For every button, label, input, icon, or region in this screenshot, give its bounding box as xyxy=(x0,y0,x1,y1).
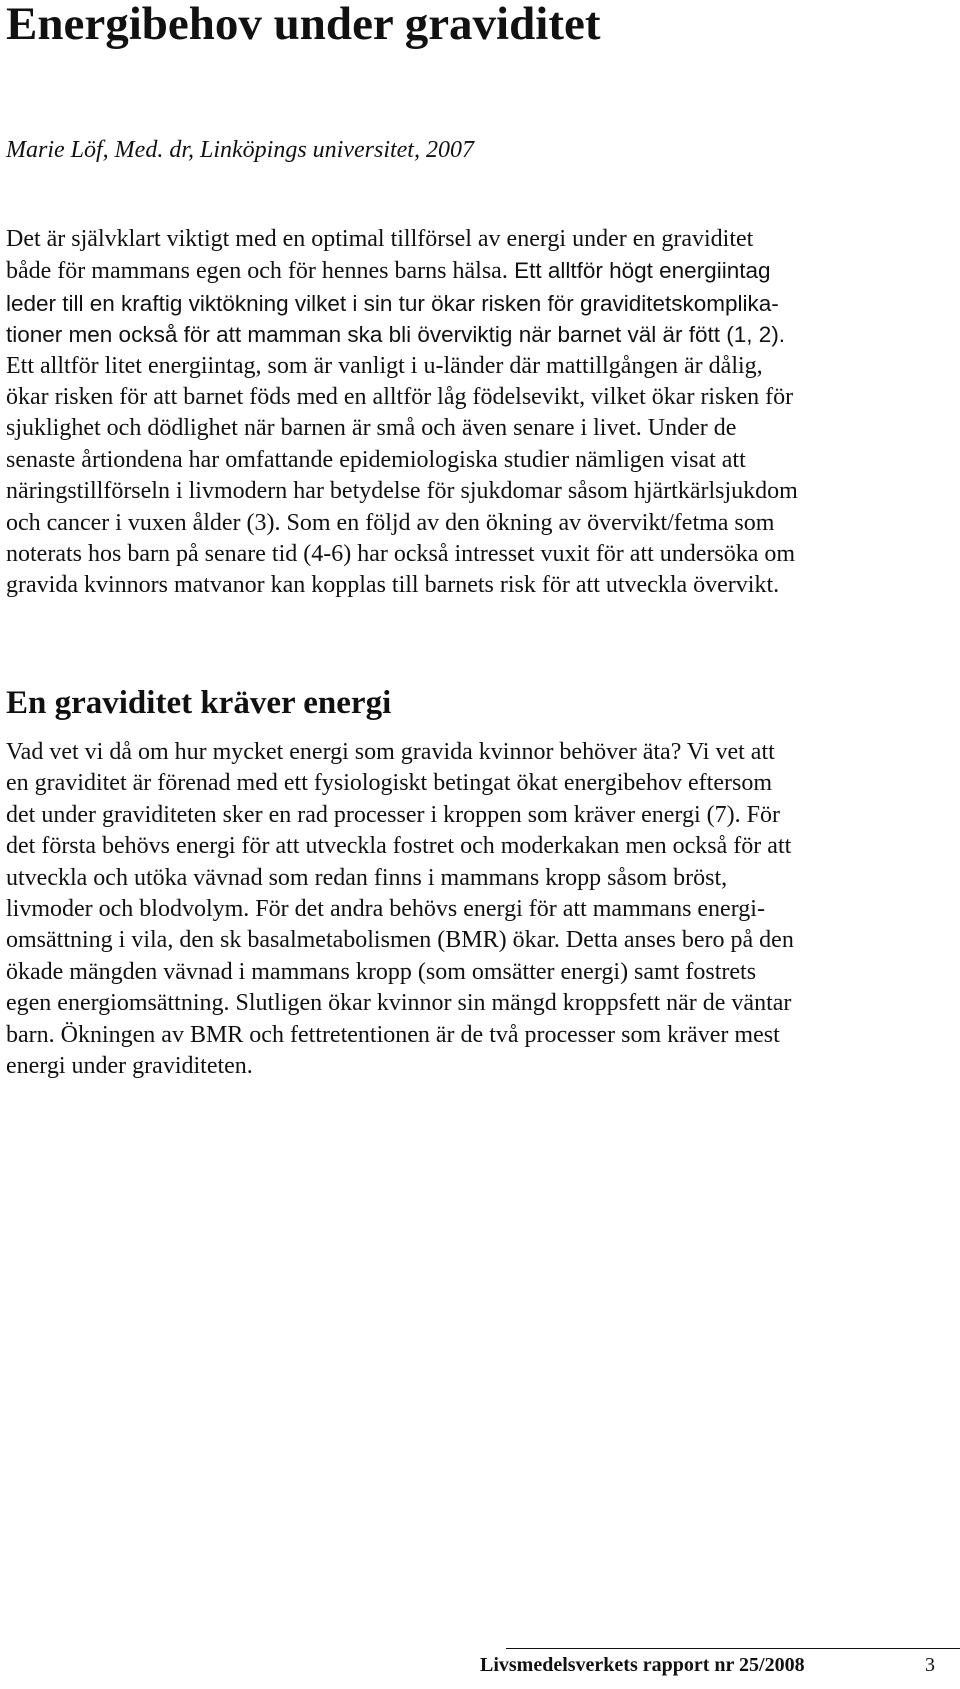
text-segment: Ett alltför högt energiintag xyxy=(507,258,771,284)
intro-paragraph xyxy=(6,224,954,602)
text-line: omsättning i vila, den sk basalmetabolismen (BMR) ökar. Detta anses bero på den xyxy=(6,927,794,954)
text-segment: Som en följd av den ökning av övervikt/fetma som xyxy=(280,509,775,536)
text-line: egen energiomsättning. Slutligen ökar kvinnor sin mängd kroppsfett när de väntar xyxy=(6,990,792,1017)
text-line xyxy=(6,508,954,539)
text-line: Det är självklart viktigt med en optimal tillförsel av energi under en graviditet xyxy=(6,226,754,252)
text-line: det under graviditeten sker en rad processer i kroppen som kräver energi (7). För xyxy=(6,801,780,828)
text-line xyxy=(6,413,954,444)
text-segment: och cancer i vuxen ålder (3). xyxy=(6,509,281,536)
author-byline: Marie Löf, Med. dr, Linköpings universitet, 2007 xyxy=(6,137,474,163)
text-line: noterats hos barn på senare tid (4-6) har också intresset vuxit för att undersöka om xyxy=(6,541,796,568)
section-heading: En graviditet kräver energi xyxy=(6,685,392,721)
text-segment: både för mammans egen och för hennes barns hälsa. xyxy=(6,258,508,285)
text-line: näringstillförseln i livmodern har betydelse för sjukdomar såsom hjärtkärlsjukdom xyxy=(6,478,798,505)
text-line: leder till en kraftig viktökning vilket i sin tur ökar risken för graviditetskomplika- xyxy=(6,290,779,316)
text-line: livmoder och blodvolym. För det andra behövs energi för att mammans energi- xyxy=(6,896,765,923)
section-paragraph xyxy=(6,737,954,1082)
text-line: en graviditet är förenad med ett fysiologiskt betingat ökat energibehov eftersom xyxy=(6,770,772,797)
text-line: senaste årtiondena har omfattande epidemiologiska studier nämligen visat att xyxy=(6,446,746,473)
text-line: tioner men också för att mamman ska bli överviktig när barnet väl är fött (1, 2). xyxy=(6,322,786,348)
text-line: Vad vet vi då om hur mycket energi som gravida kvinnor behöver äta? Vi vet att xyxy=(6,739,775,765)
footer-report-title: Livsmedelsverkets rapport nr 25/2008 xyxy=(480,1654,805,1676)
text-line: ökade mängden vävnad i mammans kropp (som omsätter energi) samt fostrets xyxy=(6,958,757,985)
text-segment: sjuklighet och dödlighet när barnen är små och även senare i livet. xyxy=(6,415,642,442)
text-line: det första behövs energi för att utveckla fostret och moderkakan men också för att xyxy=(6,833,792,860)
text-line: gravida kvinnors matvanor kan kopplas till barnets risk för att utveckla övervikt. xyxy=(6,572,780,599)
page-number: 3 xyxy=(925,1654,935,1676)
text-line: ökar risken för att barnet föds med en alltför låg födelsevikt, vilket ökar risken för xyxy=(6,384,794,411)
page-title: Energibehov under graviditet xyxy=(6,0,601,50)
footer-divider xyxy=(506,1648,960,1649)
text-line: barn. Ökningen av BMR och fettretentionen är de två processer som kräver mest xyxy=(6,1021,780,1048)
text-line: utveckla och utöka vävnad som redan finns i mammans kropp såsom bröst, xyxy=(6,864,728,891)
text-line: Ett alltför litet energiintag, som är vanligt i u-länder där mattillgången är dålig, xyxy=(6,352,763,379)
text-line xyxy=(6,255,954,287)
text-segment: Under de xyxy=(641,415,737,442)
text-line: energi under graviditeten. xyxy=(6,1053,253,1080)
